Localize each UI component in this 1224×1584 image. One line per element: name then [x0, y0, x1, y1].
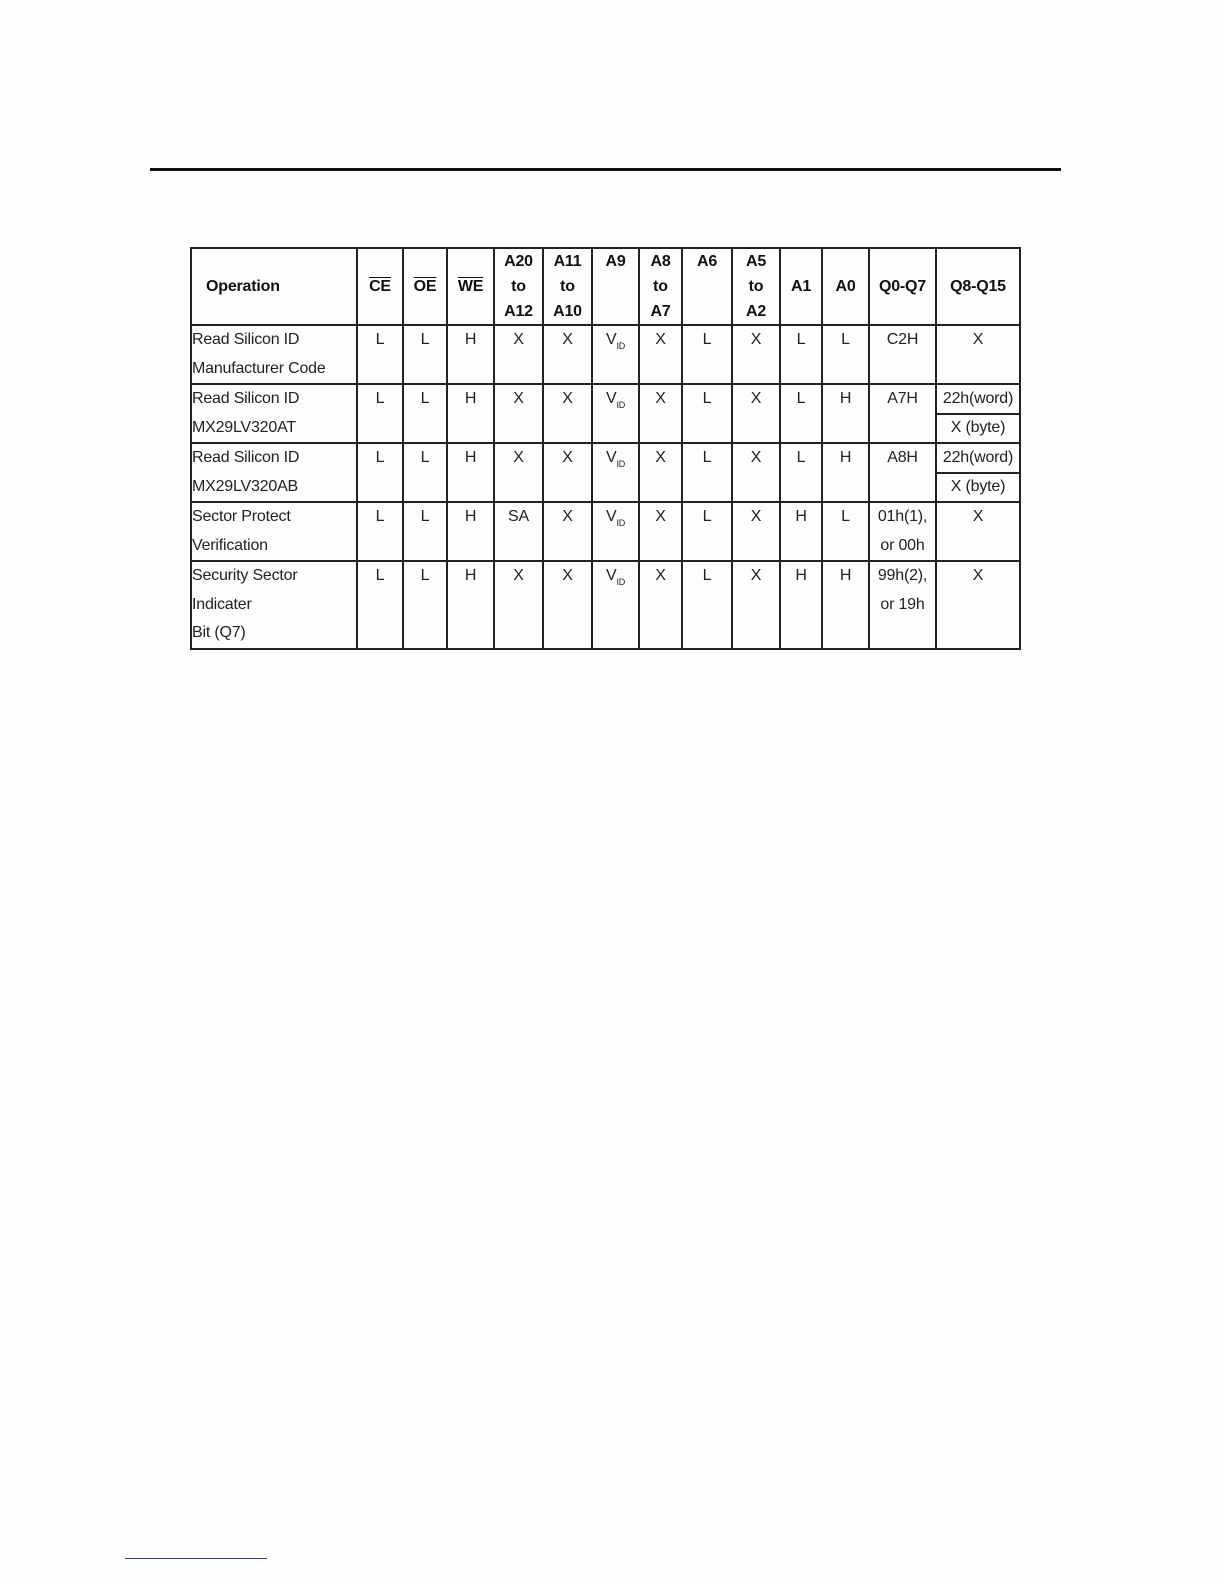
cell-ce: L: [357, 443, 403, 502]
cell-oe: L: [403, 443, 447, 502]
cell-a1: H: [780, 561, 822, 649]
vid-subscript: ID: [616, 577, 626, 587]
header-a5-line: to: [748, 278, 764, 295]
cell-a11-a10: X: [543, 325, 592, 384]
cell-a0: L: [822, 325, 869, 384]
cell-q8-q15-word: 22h(word): [936, 384, 1020, 414]
header-ce: [357, 248, 403, 325]
table-row: [191, 325, 1020, 384]
cell-operation: [191, 384, 357, 443]
vid-subscript: ID: [616, 341, 626, 351]
cell-a11-a10: X: [543, 384, 592, 443]
cell-operation: [191, 502, 357, 561]
header-a11-line: to: [560, 278, 575, 295]
header-a8-a7: [639, 248, 682, 325]
cell-a5-a2: X: [732, 502, 780, 561]
cell-a6: L: [682, 443, 732, 502]
cell-a11-a10: X: [543, 443, 592, 502]
cell-a6: L: [682, 561, 732, 649]
header-rule: [150, 168, 1061, 171]
header-a8-line: to: [653, 278, 668, 295]
cell-a1: L: [780, 443, 822, 502]
cell-q0-q7: [869, 325, 936, 384]
table-row: [191, 384, 1020, 414]
header-a6: [682, 248, 732, 325]
cell-we: H: [447, 443, 494, 502]
header-a8-line: A7: [650, 303, 671, 320]
cell-ce: L: [357, 561, 403, 649]
cell-a5-a2: X: [732, 561, 780, 649]
header-a5-line: A2: [745, 303, 767, 320]
table-header-row: [191, 248, 1020, 325]
cell-we: H: [447, 384, 494, 443]
header-a11-a10: [543, 248, 592, 325]
q0-q7-line: 01h(1),: [877, 508, 928, 525]
cell-a20-a12: X: [494, 384, 543, 443]
cell-a20-a12: X: [494, 561, 543, 649]
cell-q0-q7: [869, 384, 936, 443]
vid-subscript: ID: [616, 400, 626, 410]
cell-a8-a7: X: [639, 561, 682, 649]
cell-a1: L: [780, 384, 822, 443]
cell-a9: [592, 443, 639, 502]
vid-main: V: [605, 567, 617, 584]
cell-a0: H: [822, 384, 869, 443]
header-a1: A1: [780, 248, 822, 325]
cell-a20-a12: SA: [494, 502, 543, 561]
cell-we: H: [447, 502, 494, 561]
cell-a20-a12: X: [494, 325, 543, 384]
operation-line: MX29LV320AT: [192, 418, 296, 436]
q0-q7-line: 99h(2),: [877, 567, 928, 584]
vid-subscript: ID: [616, 518, 626, 528]
table-row: [191, 561, 1020, 649]
header-a11-line: A11: [553, 253, 582, 270]
header-a0: A0: [822, 248, 869, 325]
cell-a20-a12: X: [494, 443, 543, 502]
cell-a0: H: [822, 443, 869, 502]
cell-a9: [592, 384, 639, 443]
vid-main: V: [605, 331, 617, 348]
cell-we: H: [447, 325, 494, 384]
footer-link-underline: [125, 1558, 267, 1559]
cell-a1: L: [780, 325, 822, 384]
q0-q7-line: or 19h: [880, 595, 925, 613]
header-operation: Operation: [191, 248, 357, 325]
cell-we: H: [447, 561, 494, 649]
cell-operation: [191, 561, 357, 649]
cell-operation: [191, 325, 357, 384]
operation-line: Read Silicon ID: [192, 331, 300, 348]
cell-ce: L: [357, 502, 403, 561]
q0-q7-line: A7H: [887, 390, 918, 407]
header-a5-line: A5: [745, 253, 767, 270]
operation-line: Sector Protect: [192, 508, 291, 525]
header-a8-line: A8: [650, 253, 671, 270]
table-row: [191, 443, 1020, 473]
operation-line: Manufacturer Code: [192, 359, 326, 377]
operation-line: Verification: [192, 536, 268, 554]
cell-a5-a2: X: [732, 443, 780, 502]
cell-a11-a10: X: [543, 502, 592, 561]
header-oe: [403, 248, 447, 325]
header-q0-q7: Q0-Q7: [869, 248, 936, 325]
q0-q7-line: or 00h: [880, 536, 925, 554]
cell-oe: L: [403, 561, 447, 649]
cell-a1: H: [780, 502, 822, 561]
cell-a8-a7: X: [639, 443, 682, 502]
cell-a5-a2: X: [732, 325, 780, 384]
cell-q8-q15-byte: X (byte): [936, 473, 1020, 503]
cell-q8-q15-word: 22h(word): [936, 443, 1020, 473]
cell-a8-a7: X: [639, 502, 682, 561]
cell-q0-q7: [869, 502, 936, 561]
operation-line: Bit (Q7): [192, 624, 246, 641]
cell-operation: [191, 443, 357, 502]
cell-a6: L: [682, 325, 732, 384]
cell-q8-q15: X: [936, 325, 1020, 384]
vid-main: V: [605, 449, 617, 466]
header-a9-label: A9: [605, 253, 626, 270]
cell-a6: L: [682, 384, 732, 443]
operation-line: Read Silicon ID: [192, 390, 300, 407]
q0-q7-line: C2H: [886, 331, 919, 348]
operation-line: MX29LV320AB: [192, 477, 299, 495]
cell-q0-q7: [869, 443, 936, 502]
header-we: [447, 248, 494, 325]
cell-oe: L: [403, 502, 447, 561]
cell-a11-a10: X: [543, 561, 592, 649]
operation-line: Read Silicon ID: [192, 449, 300, 466]
operation-line: Indicater: [192, 595, 252, 613]
cell-a6: L: [682, 502, 732, 561]
operation-line: Security Sector: [192, 567, 298, 584]
cell-q0-q7: [869, 561, 936, 649]
cell-q8-q15: X: [936, 561, 1020, 649]
header-a20-a12: [494, 248, 543, 325]
cell-oe: L: [403, 384, 447, 443]
cell-a0: L: [822, 502, 869, 561]
header-a20-line: A20: [504, 253, 533, 270]
cell-ce: L: [357, 384, 403, 443]
cell-a8-a7: X: [639, 384, 682, 443]
header-we-label: $\overline{WE}$: [457, 278, 484, 295]
cell-a9: [592, 561, 639, 649]
q0-q7-line: A8H: [887, 449, 918, 466]
cell-a5-a2: X: [732, 384, 780, 443]
cell-q8-q15-byte: X (byte): [936, 414, 1020, 444]
vid-main: V: [605, 390, 617, 407]
header-a20-line: A12: [504, 303, 533, 320]
cell-a8-a7: X: [639, 325, 682, 384]
header-a11-line: A10: [553, 303, 582, 320]
cell-oe: L: [403, 325, 447, 384]
header-oe-label: $\overline{OE}$: [413, 278, 437, 295]
header-a9: [592, 248, 639, 325]
header-q8-q15: Q8-Q15: [936, 248, 1020, 325]
table-row: [191, 502, 1020, 561]
header-a6-label: A6: [696, 253, 718, 270]
header-a20-line: to: [511, 278, 526, 295]
vid-main: V: [605, 508, 617, 525]
cell-ce: L: [357, 325, 403, 384]
header-ce-label: $\overline{CE}$: [369, 278, 391, 295]
silicon-id-operations-table: [190, 247, 1021, 650]
header-a5-a2: [732, 248, 780, 325]
cell-a9: [592, 325, 639, 384]
cell-a0: H: [822, 561, 869, 649]
vid-subscript: ID: [616, 459, 626, 469]
cell-q8-q15: X: [936, 502, 1020, 561]
cell-a9: [592, 502, 639, 561]
